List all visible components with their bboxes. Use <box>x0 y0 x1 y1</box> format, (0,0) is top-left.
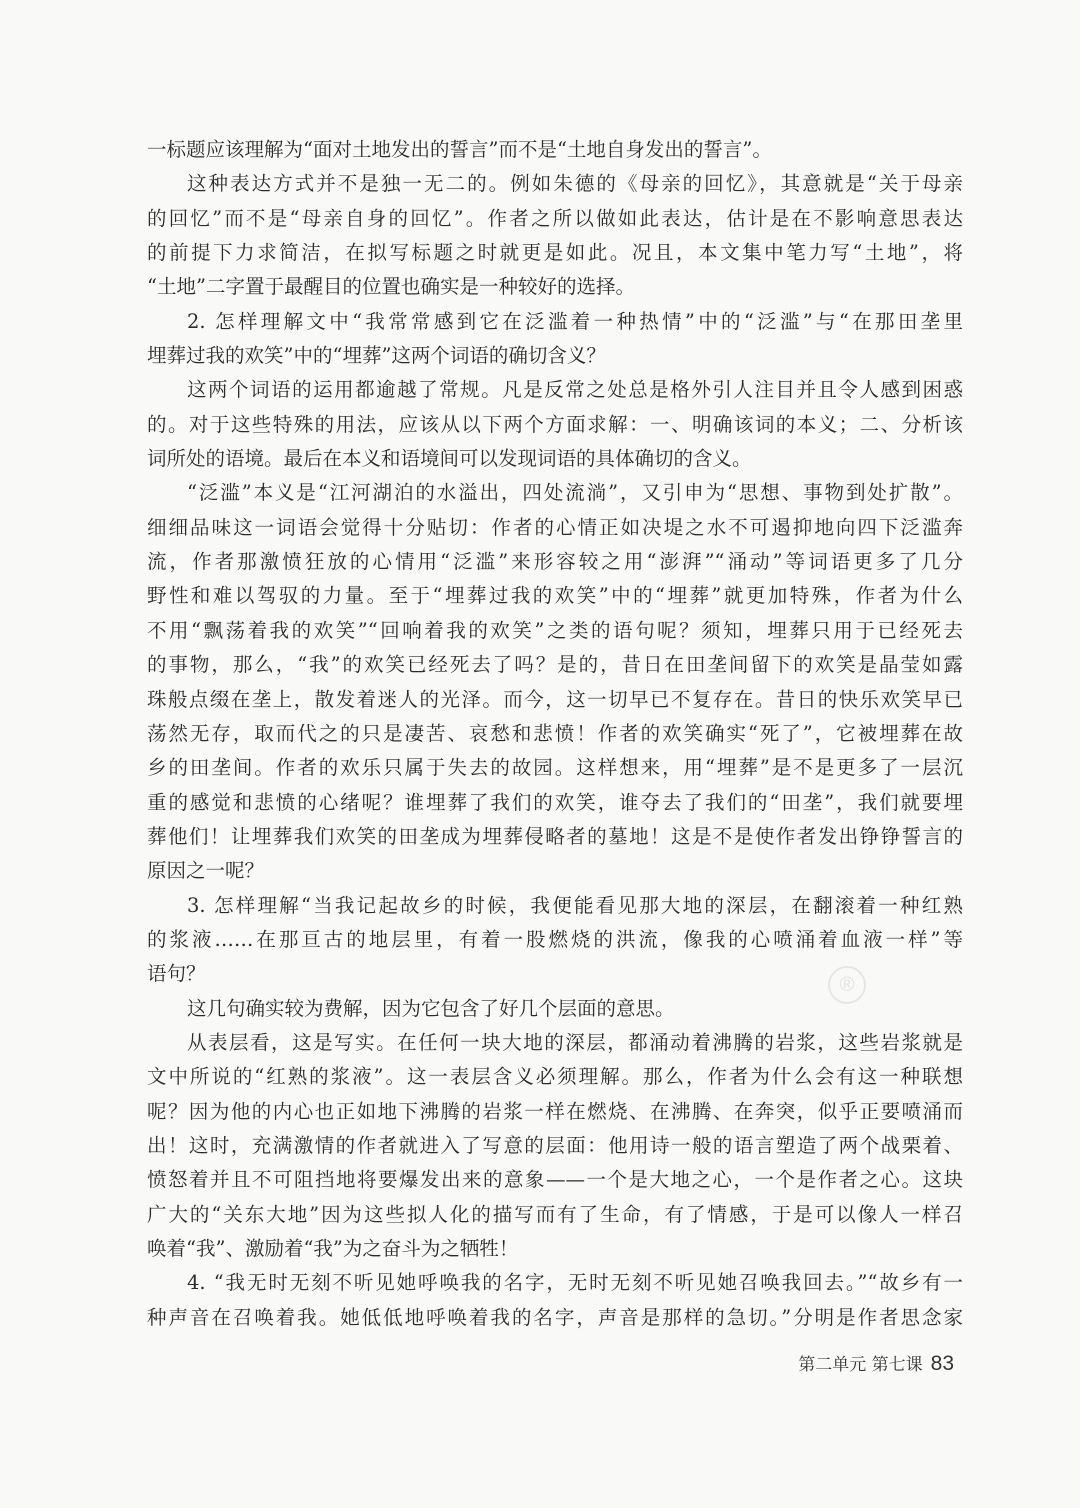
question-4: 4. “我无时无刻不听见她呼唤我的名字，无时无刻不听见她召唤我回去。”“故乡有一 <box>187 1271 963 1295</box>
text-line: 重的感觉和悲愤的心绪呢？谁埋葬了我们的欢笑，谁夺去了我们的“田垄”，我们就要埋 <box>147 790 963 814</box>
text-line: 呢？因为他的内心也正如地下沸腾的岩浆一样在燃烧、在沸腾、在奔突，似乎正要喷涌而 <box>147 1099 963 1123</box>
text-line: 不用“飘荡着我的欢笑”“回响着我的欢笑”之类的语句呢？须知，埋葬只用于已经死去 <box>147 618 963 642</box>
page-footer <box>798 1350 954 1376</box>
text-line: 语句？ <box>147 962 206 986</box>
text-line: 这几句确实较为费解，因为它包含了好几个层面的意思。 <box>187 996 675 1020</box>
text-line: “泛滥”本义是“江河湖泊的水溢出，四处流淌”，又引申为“思想、事物到处扩散”。 <box>187 481 963 505</box>
text-line: “土地”二字置于最醒目的位置也确实是一种较好的选择。 <box>147 275 635 299</box>
text-line: 的。对于这些特殊的用法，应该从以下两个方面求解：一、明确该词的本义；二、分析该 <box>147 412 963 436</box>
text-line: 埋葬过我的欢笑”中的“埋葬”这两个词语的确切含义？ <box>147 344 606 368</box>
page-number: 83 <box>930 1352 954 1375</box>
question-2: 2. 怎样理解文中“我常常感到它在泛滥着一种热情”中的“泛滥”与“在那田垄里 <box>187 309 963 333</box>
body-text <box>147 133 963 1335</box>
text-line: 荡然无存，取而代之的只是凄苦、哀愁和悲愤！作者的欢笑确实“死了”，它被埋葬在故 <box>147 721 963 745</box>
text-line: 的回忆”而不是“母亲自身的回忆”。作者之所以做如此表达，估计是在不影响意思表达 <box>147 206 963 230</box>
text-line: 的浆液……在那亘古的地层里，有着一股燃烧的洪流，像我的心喷涌着血液一样”等 <box>147 927 963 951</box>
text-line: 一标题应该理解为“面对土地发出的誓言”而不是“土地自身发出的誓言”。 <box>147 138 772 161</box>
text-line: 这两个词语的运用都逾越了常规。凡是反常之处总是格外引人注目并且令人感到困惑 <box>187 378 963 402</box>
section-label: 第二单元 第七课 <box>798 1355 923 1375</box>
registered-watermark: ® <box>828 966 866 1004</box>
text-line: 乡的田垄间。作者的欢乐只属于失去的故园。这样想来，用“埋葬”是不是更多了一层沉 <box>147 756 963 780</box>
text-line: 野性和难以驾驭的力量。至于“埋葬过我的欢笑”中的“埋葬”就更加特殊，作者为什么 <box>147 584 963 608</box>
text-line: 愤怒着并且不可阻挡地将要爆发出来的意象——一个是大地之心，一个是作者之心。这块 <box>147 1168 963 1192</box>
text-line: 这种表达方式并不是独一无二的。例如朱德的《母亲的回忆》，其意就是“关于母亲 <box>187 172 963 196</box>
text-line: 葬他们！让埋葬我们欢笑的田垄成为埋葬侵略者的墓地！这是不是使作者发出铮铮誓言的 <box>147 824 963 848</box>
text-line: 流，作者那激愤狂放的心情用“泛滥”来形容较之用“澎湃”“涌动”等词语更多了几分 <box>147 550 963 574</box>
question-3: 3. 怎样理解“当我记起故乡的时候，我便能看见那大地的深层，在翻滚着一种红熟 <box>187 893 963 917</box>
text-line: 种声音在召唤着我。她低低地呼唤着我的名字，声音是那样的急切。”分明是作者思念家 <box>147 1305 963 1329</box>
text-line: 原因之一呢？ <box>147 859 265 883</box>
text-line: 的前提下力求简洁，在拟写标题之时就更是如此。况且，本文集中笔力写“土地”，将 <box>147 241 963 265</box>
text-line: 词所处的语境。最后在本义和语境间可以发现词语的具体确切的含义。 <box>147 447 752 471</box>
text-line: 出！这时，充满激情的作者就进入了写意的层面：他用诗一般的语言塑造了两个战栗着、 <box>147 1133 963 1157</box>
text-line: 唤着“我”、激励着“我”为之奋斗为之牺牲！ <box>147 1237 519 1260</box>
text-line: 文中所说的“红熟的浆液”。这一表层含义必须理解。那么，作者为什么会有这一种联想 <box>147 1065 963 1089</box>
text-line: 珠般点缀在垄上，散发着迷人的光泽。而今，这一切早已不复存在。昔日的快乐欢笑早已 <box>147 687 963 711</box>
text-line: 广大的“关东大地”因为这些拟人化的描写而有了生命，有了情感，于是可以像人一样召 <box>147 1202 963 1226</box>
text-line: 从表层看，这是写实。在任何一块大地的深层，都涌动着沸腾的岩浆，这些岩浆就是 <box>187 1030 963 1054</box>
text-line: 的事物，那么，“我”的欢笑已经死去了吗？是的，昔日在田垄间留下的欢笑是晶莹如露 <box>147 653 963 677</box>
text-line: 细细品味这一词语会觉得十分贴切：作者的心情正如决堤之水不可遏抑地向四下泛滥奔 <box>147 515 963 539</box>
